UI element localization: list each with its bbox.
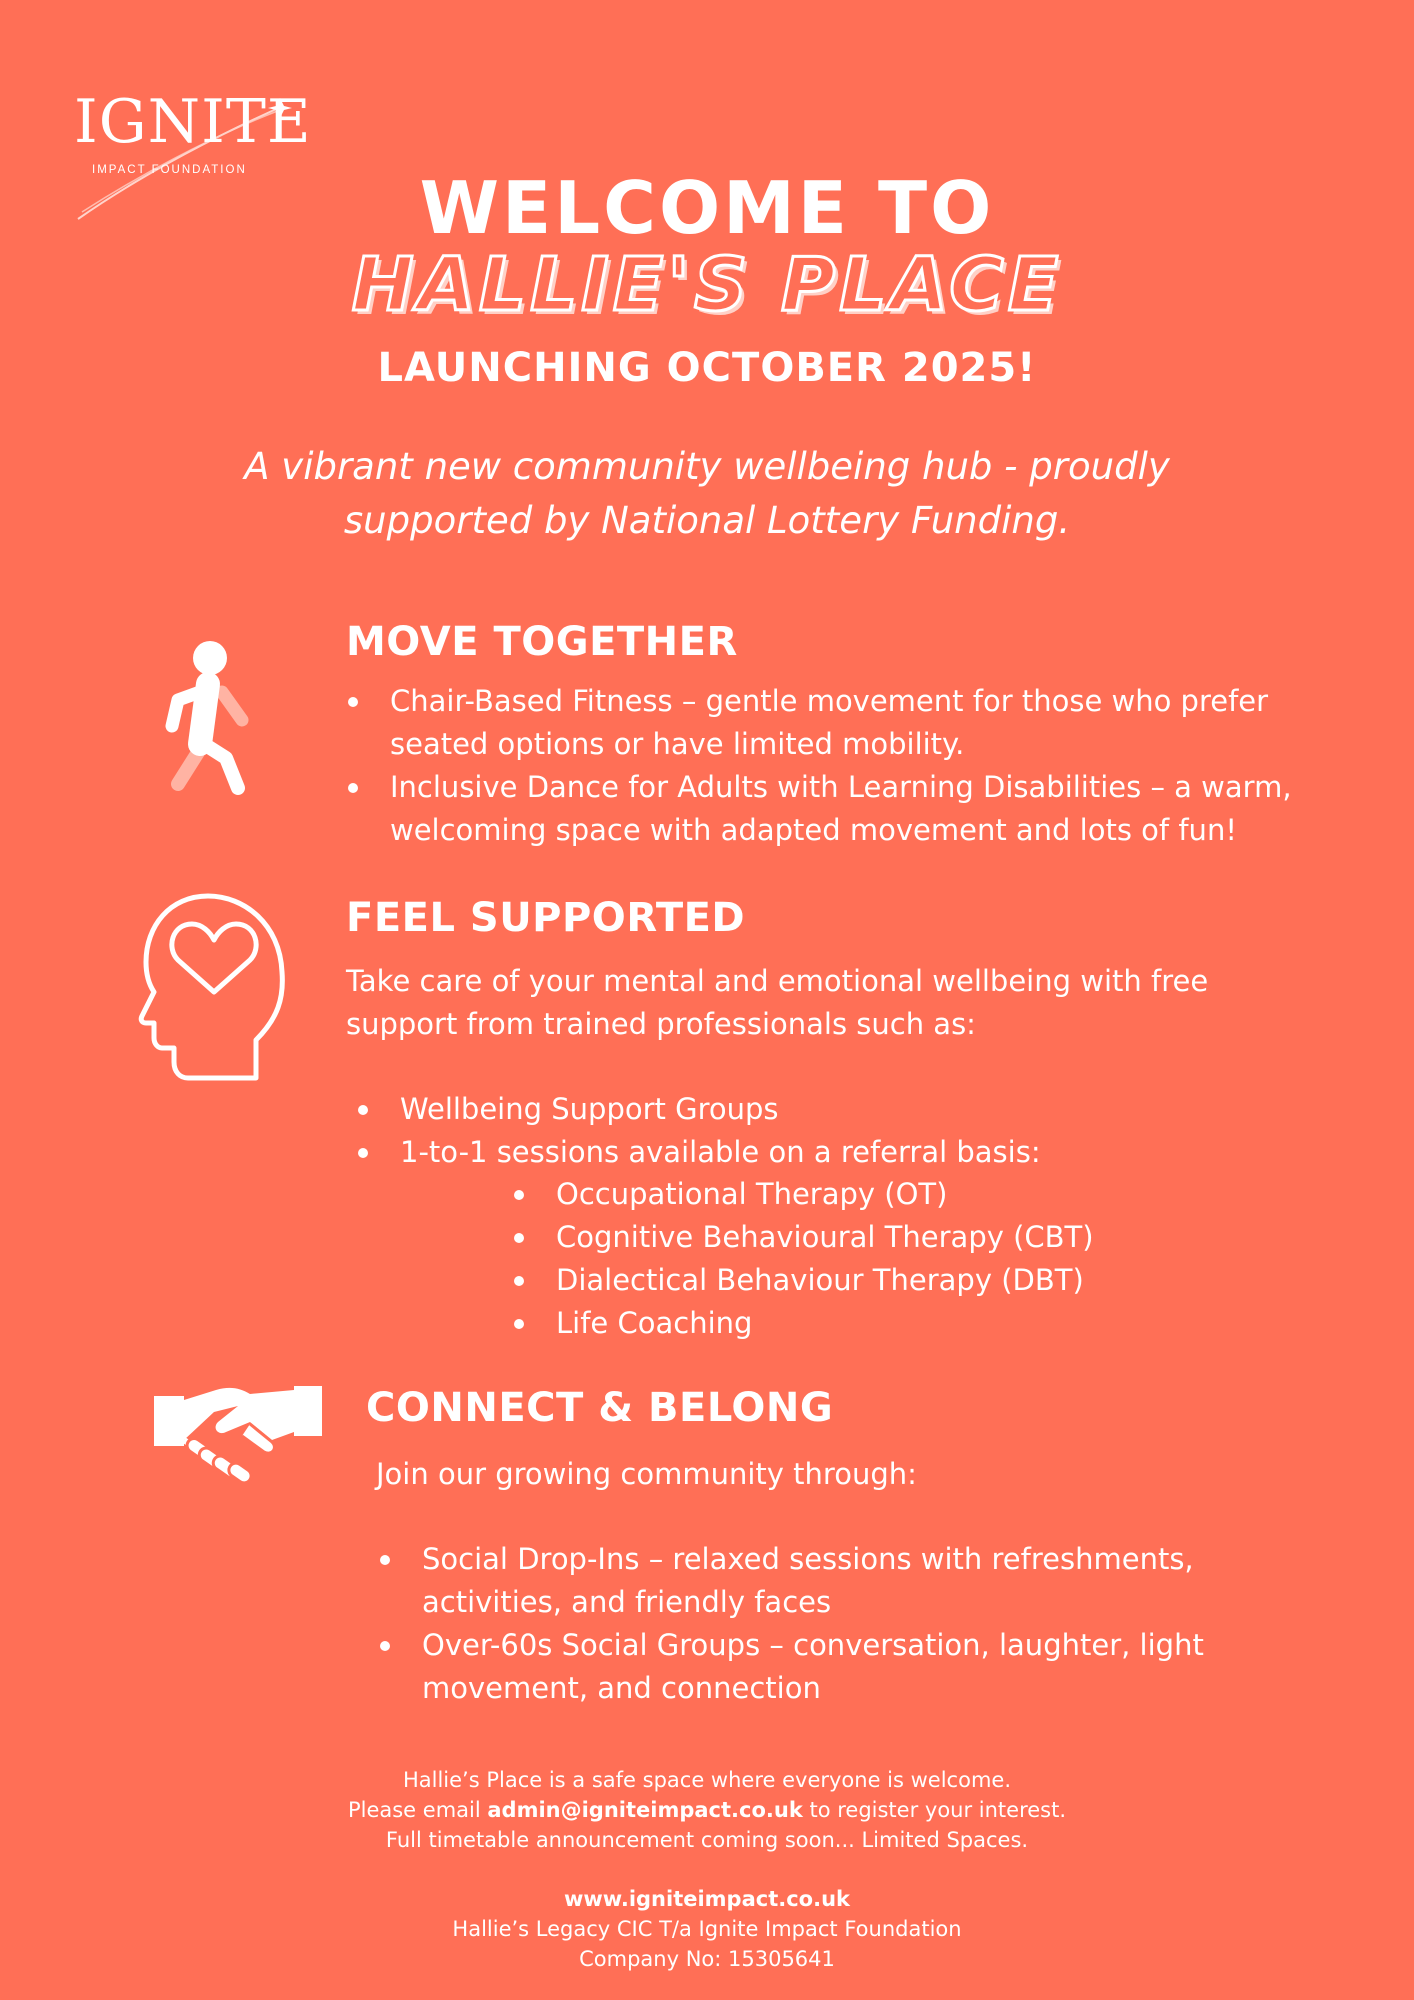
- company-name: Hallie’s Legacy CIC T/a Ignite Impact Foundation: [452, 1917, 962, 1941]
- move-together-list: [346, 680, 1346, 852]
- walking-person-icon: [150, 634, 260, 808]
- connect-belong-description: Join our growing community through:: [376, 1457, 917, 1491]
- list-item: 1-to-1 sessions available on a referral basis:: [356, 1131, 1256, 1174]
- head-heart-icon: [138, 890, 288, 1089]
- footer-info: [0, 1765, 1414, 1855]
- section-title-feel-supported: FEEL SUPPORTED: [346, 895, 746, 941]
- list-item: Life Coaching: [512, 1302, 1312, 1345]
- list-item: Social Drop-Ins – relaxed sessions with refreshments, activities, and friendly faces: [378, 1538, 1278, 1624]
- feel-supported-description: Take care of your mental and emotional wellbeing with free support from trained professionals such as:: [346, 964, 1209, 1041]
- list-item: Wellbeing Support Groups: [356, 1088, 1256, 1131]
- logo-subtitle: IMPACT FOUNDATION: [92, 164, 247, 176]
- feel-supported-list: [356, 1088, 1256, 1174]
- footer-company: [0, 1884, 1414, 1974]
- logo-wordmark: IGNITE: [74, 87, 312, 157]
- footer-timetable-line: Full timetable announcement coming soon... Limited Spaces.: [385, 1828, 1029, 1852]
- place-name-heading: HALLIE'S PLACE: [351, 242, 1063, 328]
- section-title-connect-belong: CONNECT & BELONG: [366, 1385, 834, 1431]
- website-link[interactable]: www.igniteimpact.co.uk: [563, 1887, 850, 1911]
- connect-belong-list: [378, 1538, 1278, 1710]
- email-link[interactable]: admin@igniteimpact.co.uk: [487, 1798, 803, 1822]
- list-item: Dialectical Behaviour Therapy (DBT): [512, 1259, 1312, 1302]
- handshake-icon: [154, 1382, 324, 1496]
- list-item: Cognitive Behavioural Therapy (CBT): [512, 1216, 1312, 1259]
- intro-text: A vibrant new community wellbeing hub - proudly supported by National Lottery Funding.: [244, 445, 1170, 542]
- list-item: Inclusive Dance for Adults with Learning Disabilities – a warm, welcoming space with adapted movement and lots of fun!: [346, 766, 1346, 852]
- therapy-sublist: [512, 1173, 1312, 1345]
- footer-email-line: Please email admin@igniteimpact.co.uk to register your interest.: [347, 1798, 1067, 1822]
- footer-welcome-line: Hallie’s Place is a safe space where everyone is welcome.: [402, 1768, 1012, 1792]
- section-title-move-together: MOVE TOGETHER: [346, 619, 738, 665]
- launch-date-heading: LAUNCHING OCTOBER 2025!: [377, 345, 1037, 391]
- list-item: Chair-Based Fitness – gentle movement for those who prefer seated options or have limited mobility.: [346, 680, 1346, 766]
- list-item: Over-60s Social Groups – conversation, laughter, light movement, and connection: [378, 1624, 1278, 1710]
- company-number: Company No: 15305641: [579, 1947, 835, 1971]
- list-item: Occupational Therapy (OT): [512, 1173, 1312, 1216]
- welcome-heading: WELCOME TO: [419, 166, 995, 250]
